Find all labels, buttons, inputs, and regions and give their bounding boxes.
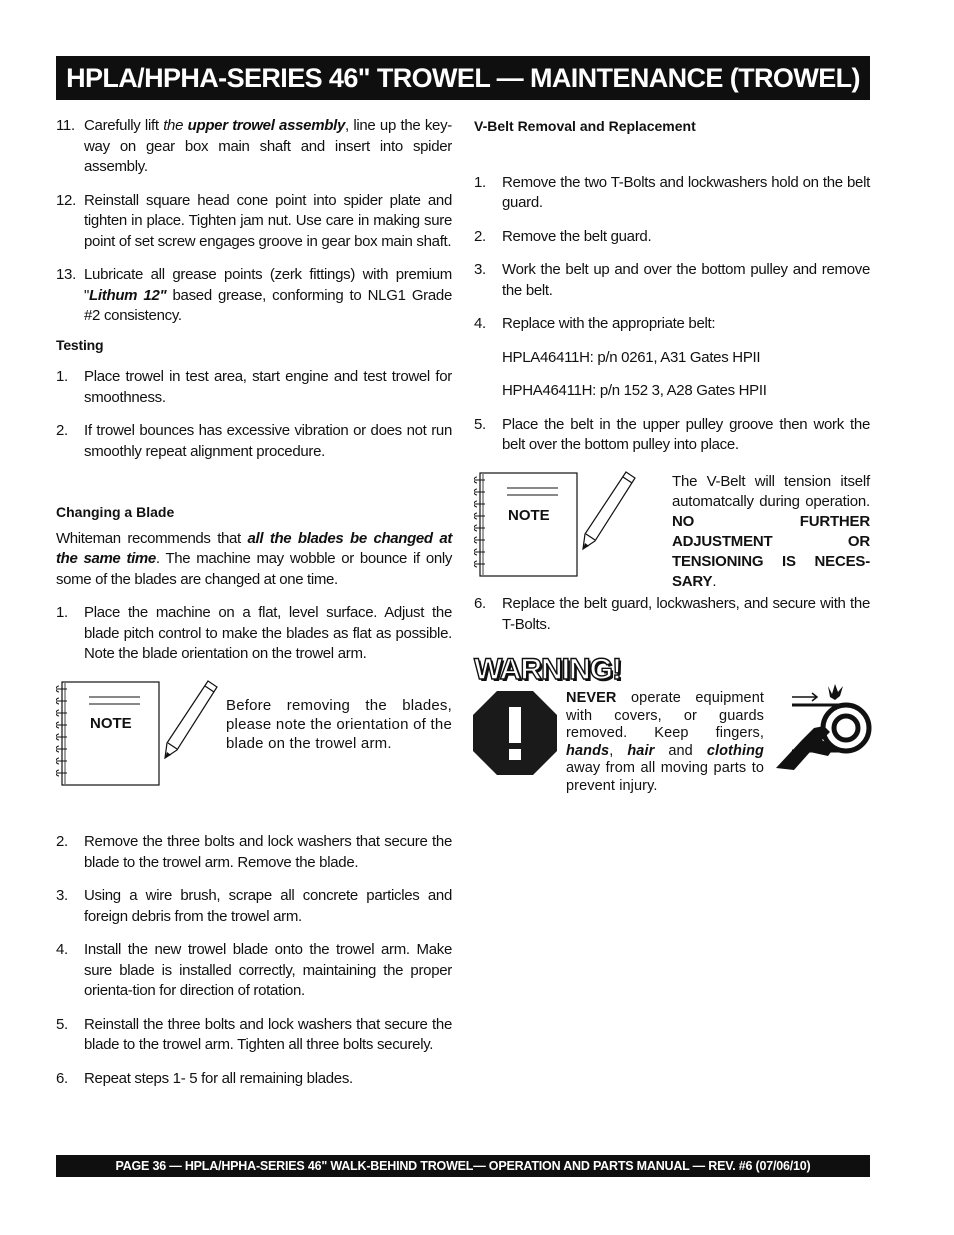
- list-item: 2. Remove the three bolts and lock washers that secure the blade to the trowel arm. Remove the blade.: [56, 833, 452, 871]
- warning-octagon-icon: [472, 690, 558, 783]
- left-column: [56, 116, 452, 665]
- list-item: 1. Place trowel in test area, start engine and test trowel for smoothness.: [56, 368, 452, 406]
- list-item: 2. Remove the belt guard.: [474, 227, 652, 245]
- list-item: 12. Reinstall square head cone point into spider plate and tighten in place. Tighten jam nut. Use care in making sure point of set screw engages groove in gear box main shaft.: [56, 191, 452, 250]
- note-text: Before removing the blades, please note the orientation of the blade on the trowel arm.: [226, 697, 452, 752]
- note-label: NOTE: [508, 507, 550, 524]
- warning-title: WARNING!: [474, 653, 621, 686]
- step-number: 13.: [56, 266, 76, 283]
- page-footer: PAGE 36 — HPLA/HPHA-SERIES 46" WALK-BEHIND TROWEL— OPERATION AND PARTS MANUAL — REV. #6 (07/06/10): [56, 1155, 870, 1177]
- note-text: The V-Belt will tension itself automatcally during operation. NO FURTHER ADJUSTMENT OR TENSIONING IS NECES-SARY.: [672, 473, 870, 590]
- list-item: 1. Remove the two T-Bolts and lockwashers hold on the belt guard.: [474, 173, 870, 211]
- pencil-icon: [578, 469, 640, 560]
- section-heading-vbelt: V-Belt Removal and Replacement: [474, 118, 696, 134]
- list-item: 5. Place the belt in the upper pulley groove then work the belt over the bottom pulley into place.: [474, 415, 870, 453]
- belt-part-hpla: HPLA46411H: p/n 0261, A31 Gates HPII: [502, 348, 761, 366]
- step-number: 12.: [56, 191, 76, 209]
- belt-part-hpha: HPHA46411H: p/n 152 3, A28 Gates HPII: [502, 382, 767, 399]
- blade-steps-list: [56, 832, 452, 1089]
- list-item: 3. Using a wire brush, scrape all concrete particles and foreign debris from the trowel arm.: [56, 887, 452, 925]
- right-column: [474, 116, 870, 456]
- list-item: 2. If trowel bounces has excessive vibration or does not run smoothly repeat alignment procedure.: [56, 422, 452, 460]
- pencil-icon: [160, 678, 222, 769]
- list-item: 1. Place the machine on a flat, level surface. Adjust the blade pitch control to make the blades as flat as possible. Note the blade orientation on the trowel arm.: [56, 604, 452, 662]
- list-item: 4. Install the new trowel blade onto the trowel arm. Make sure blade is installed correctly, maintaining the proper orienta-tion for direction of rotation.: [56, 941, 452, 999]
- list-item: 4. Replace with the appropriate belt:: [474, 315, 716, 332]
- section-heading-changing-blade: Changing a Blade: [56, 504, 175, 520]
- list-item: 6. Repeat steps 1- 5 for all remaining blades.: [56, 1069, 353, 1087]
- page-title: HPLA/HPHA-SERIES 46" TROWEL — MAINTENANCE (TROWEL): [56, 56, 870, 100]
- list-item: 11. Carefully lift the upper trowel assembly, line up the key-way on gear box main shaft and insert into spider assembly.: [56, 117, 452, 175]
- blade-intro-paragraph: Whiteman recommends that all the blades be changed at the same time. The machine may wobble or bounce if only some of the blades are changed at one time.: [56, 529, 452, 588]
- list-item: 6. Replace the belt guard, lockwashers, and secure with the T-Bolts.: [474, 595, 870, 633]
- list-item: 13. Lubricate all grease points (zerk fittings) with premium "Lithum 12" based grease, conforming to NLG1 Grade #2 consistency.: [56, 266, 453, 324]
- note-label: NOTE: [90, 715, 132, 732]
- step-number: 11.: [56, 117, 75, 134]
- list-item: 3. Work the belt up and over the bottom pulley and remove the belt.: [474, 261, 870, 299]
- list-item: 5. Reinstall the three bolts and lock washers that secure the blade to the trowel arm. Tighten all three bolts securely.: [56, 1015, 452, 1053]
- warning-text: NEVER operate equipment with covers, or guards removed. Keep fingers, hands, hair and clothing away from all moving parts to prevent injury.: [566, 690, 764, 794]
- section-heading-testing: Testing: [56, 336, 104, 353]
- hand-pulley-hazard-icon: [772, 680, 872, 777]
